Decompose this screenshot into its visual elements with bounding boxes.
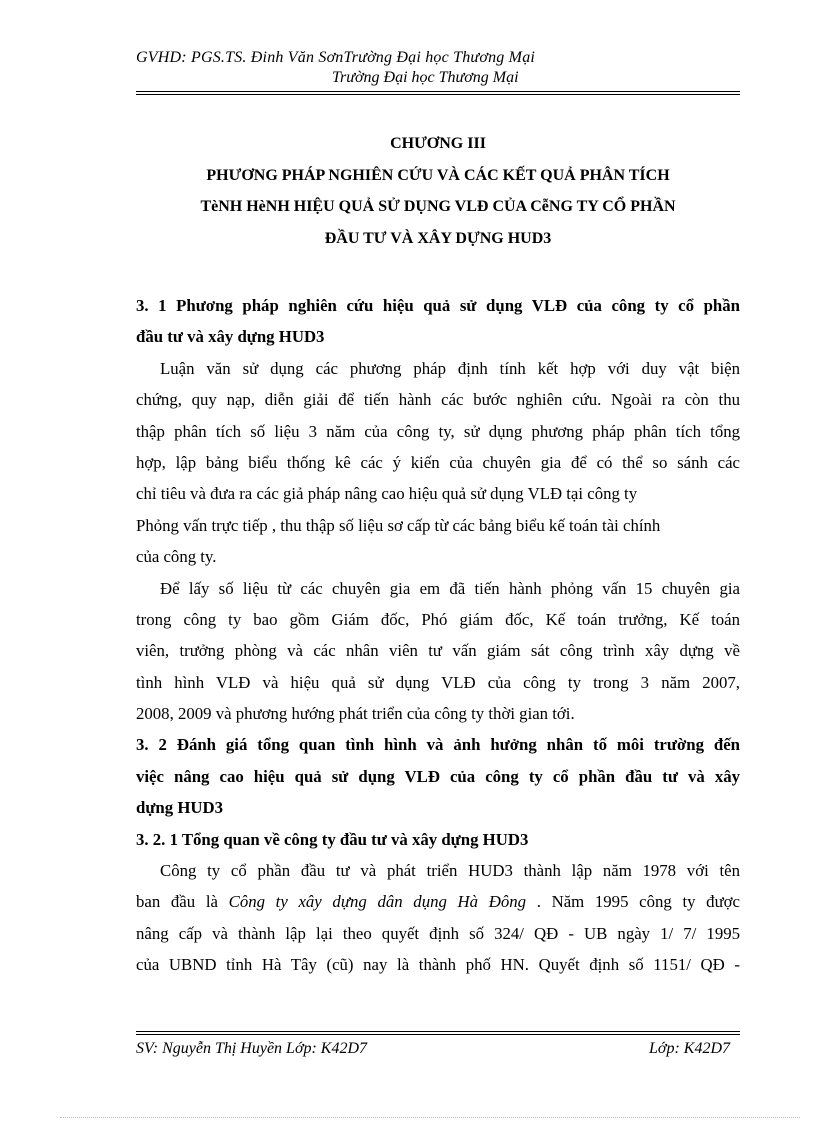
paragraph-3-line: của UBND tỉnh Hà Tây (cũ) nay là thành phố HN. Quyết định số 1151/ QĐ - bbox=[136, 955, 740, 975]
footer-student: SV: Nguyễn Thị Huyền Lớp: K42D7 bbox=[136, 1040, 368, 1057]
chapter-title bbox=[136, 128, 740, 254]
paragraph-3-line bbox=[136, 886, 740, 917]
paragraph-1-line: chứng, quy nạp, diễn giải để tiến hành các bước nghiên cứu. Ngoài ra còn thu bbox=[136, 390, 740, 410]
footer-class: Lớp: K42D7 bbox=[649, 1040, 730, 1057]
paragraph-1-line: chỉ tiêu và đưa ra các giả pháp nâng cao hiệu quả sử dụng VLĐ tại công ty bbox=[136, 484, 638, 504]
company-original-name: Công ty xây dựng dân dụng Hà Đông bbox=[228, 892, 527, 912]
paragraph-1-line: Luận văn sử dụng các phương pháp định tính kết hợp với duy vật biện bbox=[160, 358, 740, 378]
paragraph-3-text: ban đầu là bbox=[136, 892, 229, 912]
paragraph-2-line: tình hình VLĐ và hiệu quả sử dụng VLĐ của công ty trong 3 năm 2007, bbox=[136, 672, 740, 692]
chapter-title-line-3: ĐẦU TƯ VÀ XÂY DỰNG HUD3 bbox=[324, 229, 552, 247]
section-3-1-heading: 3. 1 Phương pháp nghiên cứu hiệu quả sử dụng VLĐ của công ty cổ phần bbox=[136, 296, 740, 315]
footer-rule-second bbox=[136, 1034, 740, 1035]
paragraph-1-line: thập phân tích số liệu 3 năm của công ty, sử dụng phương pháp phân tích tổng bbox=[136, 421, 740, 441]
paragraph-2-line: Để lấy số liệu từ các chuyên gia em đã tiến hành phỏng vấn 15 chuyên gia bbox=[160, 578, 740, 598]
paragraph-2-line: trong công ty bao gồm Giám đốc, Phó giám đốc, Kế toán trưởng, Kế toán bbox=[136, 609, 740, 629]
paragraph-3-text: . Năm 1995 công ty được bbox=[526, 892, 740, 912]
chapter-title-line-2: TèNH HèNH HIỆU QUẢ SỬ DỤNG VLĐ CỦA CễNG TY CỔ PHẦN bbox=[200, 198, 676, 215]
paragraph-3-line: nâng cấp và thành lập lại theo quyết định số 324/ QĐ - UB ngày 1/ 7/ 1995 bbox=[136, 923, 740, 943]
paragraph-3-line: Công ty cổ phần đầu tư và phát triển HUD3 thành lập năm 1978 với tên bbox=[160, 861, 740, 881]
page-bottom-dotted-line bbox=[60, 1117, 800, 1118]
header-university-line: Trường Đại học Thương Mại bbox=[332, 69, 519, 86]
section-3-2-1-heading: 3. 2. 1 Tổng quan về công ty đầu tư và xây dựng HUD3 bbox=[136, 829, 529, 849]
page-footer bbox=[136, 1040, 740, 1058]
header-supervisor-line: GVHD: PGS.TS. Đinh Văn SơnTrường Đại học Thương Mại bbox=[136, 49, 536, 66]
section-3-1-heading-cont: đầu tư và xây dựng HUD3 bbox=[136, 327, 325, 347]
section-3-2-heading-end: dựng HUD3 bbox=[136, 798, 224, 818]
paragraph-2-line: viên, trưởng phòng và các nhân viên tư vấn giám sát công trình xây dựng về bbox=[136, 641, 740, 661]
chapter-number: CHƯƠNG III bbox=[390, 135, 486, 152]
section-3-2-heading: 3. 2 Đánh giá tổng quan tình hình và ảnh hưởng nhân tố môi trường đến bbox=[136, 735, 740, 755]
footer-rule bbox=[136, 1031, 740, 1032]
page-header bbox=[136, 48, 740, 88]
paragraph-1-line: hợp, lập bảng biểu thống kê các ý kiến của chuyên gia để có thể so sánh các bbox=[136, 452, 740, 472]
paragraph-1-line: Phỏng vấn trực tiếp , thu thập số liệu sơ cấp từ các bảng biểu kế toán tài chính bbox=[136, 515, 661, 535]
chapter-title-line-1: PHƯƠNG PHÁP NGHIÊN CỨU VÀ CÁC KẾT QUẢ PHÂN TÍCH bbox=[206, 166, 670, 184]
paragraph-2-line: 2008, 2009 và phương hướng phát triển của công ty thời gian tới. bbox=[136, 704, 575, 724]
header-rule bbox=[136, 91, 740, 92]
header-rule-second bbox=[136, 94, 740, 95]
paragraph-1-line: của công ty. bbox=[136, 547, 217, 567]
document-body bbox=[136, 290, 740, 981]
section-3-2-heading-cont: việc nâng cao hiệu quả sử dụng VLĐ của công ty cổ phần đầu tư và xây bbox=[136, 766, 740, 786]
